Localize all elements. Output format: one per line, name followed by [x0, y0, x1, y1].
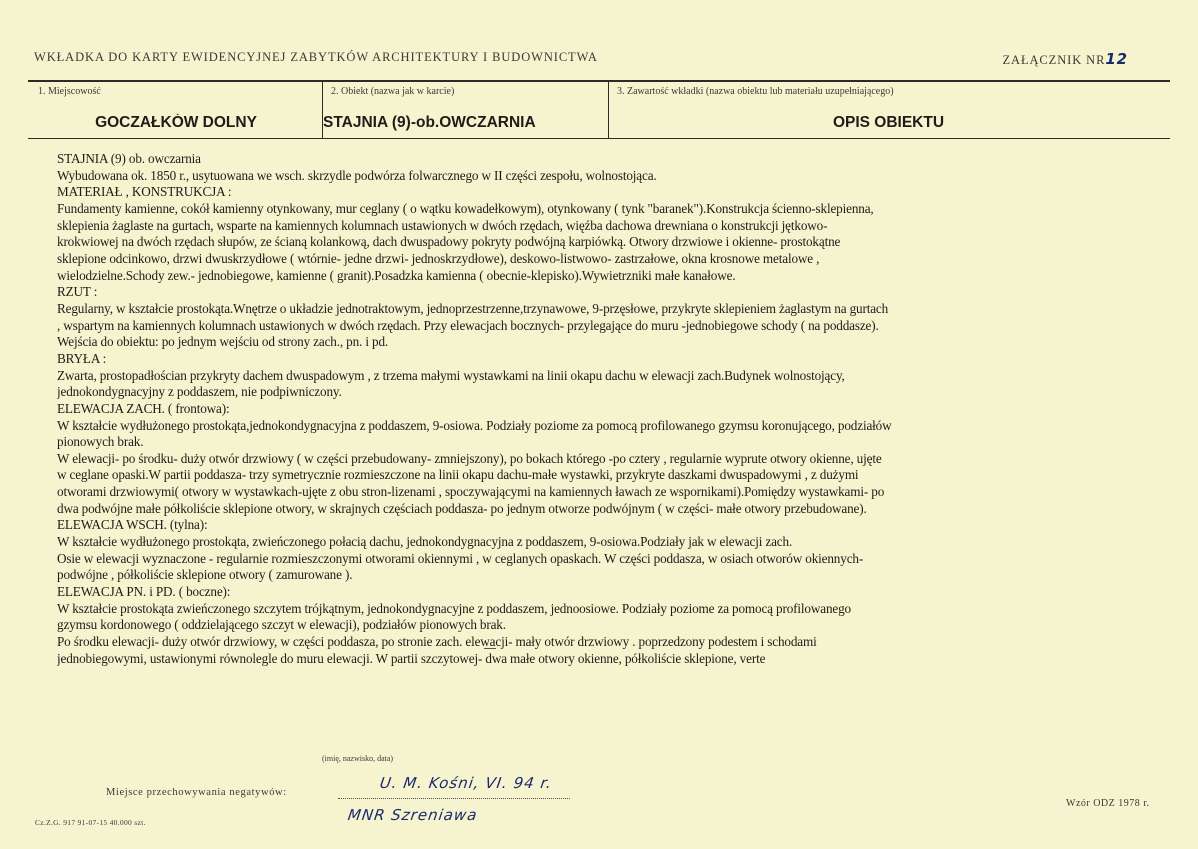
body-line: Regularny, w kształcie prostokąta.Wnętrze o układzie jednotraktowym, jednoprzestrzenne,trzynawowe, 9-przęsłowe, przykryte sklepieniem żaglastym na gurtach — [57, 300, 889, 316]
body-line: BRYŁA : — [57, 350, 107, 366]
body-line: Zwarta, prostopadłościan przykryty dachem dwuspadowym , z trzema małymi wystawkami na linii okapu dachu w elewacji zach.Budynek wolnostojący, — [57, 367, 845, 383]
body-line: W kształcie wydłużonego prostokąta, zwieńczonego połacią dachu, jednokondygnacyjna z poddaszem, 9-osiowa.Podziały jak w elewacji zach. — [57, 534, 793, 550]
body-line: MATERIAŁ , KONSTRUKCJA : — [57, 184, 232, 200]
body-line: Fundamenty kamienne, cokół kamienny otynkowany, mur ceglany ( o wątku kowadełkowym), otynkowany ( tynk "baranek").Konstrukcja ścienno-sklepienna, — [57, 200, 874, 216]
body-line: w ceglane opaski.W partii poddasza- trzy symetrycznie rozmieszczone na linii okapu dachu-małe wystawki, przykryte daszkami dwuspadowymi , z dużymi — [57, 467, 859, 483]
annex-label: ZAŁĄCZNIK NR — [1002, 53, 1106, 67]
body-line: W kształcie prostokąta zwieńczonego szczytem trójkątnym, jednokondygnacyjne z poddaszem, jednoosiowe. Podziały poziome za pomocą profilowanego — [57, 600, 851, 616]
field-row — [30, 82, 1168, 138]
fields-rule — [28, 138, 1170, 139]
body-line: otworami drzwiowymi( otwory w wystawkach-ujęte z obu stron-lizenami , spoczywającymi na kamiennych ławach ze wspornikami).Pomiędzy wystawkami- po — [57, 484, 885, 500]
stray-dash — [484, 648, 496, 649]
annex-number-area — [1003, 50, 1129, 68]
body-line: Wejścia do obiektu: po jednym wejściu od strony zach., pn. i pd. — [57, 334, 389, 350]
body-line: ELEWACJA PN. i PD. ( boczne): — [57, 584, 231, 600]
body-line: podwójne , półkoliście sklepione otwory ( zamurowane ). — [57, 567, 353, 583]
form-model: Wzór ODZ 1978 r. — [1066, 798, 1150, 809]
body-line: wielodzielne.Schody zew.- jednobiegowe, kamienne ( granit).Posadzka kamienna ( obecnie-klepisko).Wywietrzniki małe kanałowe. — [57, 267, 736, 283]
body-line: krokwiowej na dwóch rzędach słupów, ze ścianą kolankową, dach dwuspadowy pokryty podwójną karpiówką. Otwory drzwiowe i okienne- prostokątne — [57, 234, 841, 250]
body-line: Osie w elewacji wyznaczone - regularnie rozmieszczonymi otworami okiennymi , w ceglanych opaskach. W części poddasza, w osiach otworów okiennych- — [57, 550, 864, 566]
body-line: jednobiegowymi, ustawionymi równolegle do muru elewacji. W partii szczytowej- dwa małe otwory okienne, półkoliście sklepione, verte — [57, 650, 766, 666]
description-body — [57, 151, 1147, 667]
body-line: Wybudowana ok. 1850 r., usytuowana we wsch. skrzydle podwórza folwarcznego w II części zespołu, wolnostojąca. — [57, 167, 657, 183]
body-line: ELEWACJA WSCH. (tylna): — [57, 517, 208, 533]
name-date-caption: (imię, nazwisko, data) — [322, 754, 394, 763]
body-line: sklepione odcinkowo, drzwi dwuskrzydłowe ( wtórnie- jedne drzwi- jednoskrzydłowe), deskowo-listwowo- zastrzałowe, okna krosnowe metalowe , — [57, 250, 820, 266]
form-title: WKŁADKA DO KARTY EWIDENCYJNEJ ZABYTKÓW ARCHITEKTURY I BUDOWNICTWA — [34, 50, 598, 64]
body-line: dwa podwójne małe półkoliście sklepione otwory, w skrajnych częściach poddasza- po jednym otworze podwójnym ( w części- małe otwory przebudowane). — [57, 500, 867, 516]
content-value: OPIS OBIEKTU — [832, 114, 945, 131]
body-line: pionowych brak. — [57, 434, 144, 450]
place-label: 1. Miejscowość — [38, 86, 101, 97]
negatives-label: Miejsce przechowywania negatywów: — [106, 787, 287, 798]
body-line: , wspartym na kamiennych kolumnach ustawionych w dwóch rzędach. Przy elewacjach bocznych- przylegające do muru -jednobiegowe schody ( na poddasze). — [57, 317, 879, 333]
body-line: gzymsu kordonowego ( oddzielającego szczyt w elewacji), podziałów pionowych brak. — [57, 617, 506, 633]
body-line: STAJNIA (9) ob. owczarnia — [57, 151, 201, 166]
body-line: W elewacji- po środku- duży otwór drzwiowy ( w części przebudowany- zmniejszony), po bokach którego -po cztery , regularnie wyprute otwory okienne, ujęte — [57, 450, 882, 466]
body-line: Po środku elewacji- duży otwór drzwiowy, w części poddasza, po stronie zach. elewacji- mały otwór drzwiowy . poprzedzony podestem i schodami — [57, 634, 817, 650]
place-value: GOCZAŁKÓW DOLNY — [95, 114, 257, 131]
object-label: 2. Obiekt (nazwa jak w karcie) — [331, 86, 455, 97]
body-line: W kształcie wydłużonego prostokąta,jednokondygnacyjna z poddaszem, 9-osiowa. Podziały poziome za pomocą profilowanego gzymsu koronującego, podziałów — [57, 417, 892, 433]
body-line: RZUT : — [57, 284, 98, 300]
content-label: 3. Zawartość wkładki (nazwa obiektu lub materiału uzupełniającego) — [617, 86, 894, 97]
object-value: STAJNIA (9)-ob.OWCZARNIA — [323, 114, 536, 131]
body-line: ELEWACJA ZACH. ( frontowa): — [57, 400, 230, 416]
form-header — [34, 50, 1128, 68]
negatives-dotted-line — [338, 798, 570, 799]
handwritten-author: U. M. Kośni, VI. 94 r. — [378, 774, 554, 792]
print-code: Cz.Z.G. 917 91-07-15 40.000 szt. — [35, 818, 146, 827]
body-line: jednokondygnacyjny z poddaszem, nie podpiwniczony. — [57, 384, 342, 400]
object-field — [322, 82, 609, 138]
content-field — [608, 82, 1168, 138]
place-field — [30, 82, 322, 138]
handwritten-place: MNR Szreniawa — [346, 806, 479, 824]
body-line: sklepienia żaglaste na gurtach, wsparte na kamiennych kolumnach ustawionych w dwóch rzędach, więźba dachowa drewniana o konstrukcji jętkowo- — [57, 217, 828, 233]
annex-number: 12 — [1105, 50, 1128, 68]
